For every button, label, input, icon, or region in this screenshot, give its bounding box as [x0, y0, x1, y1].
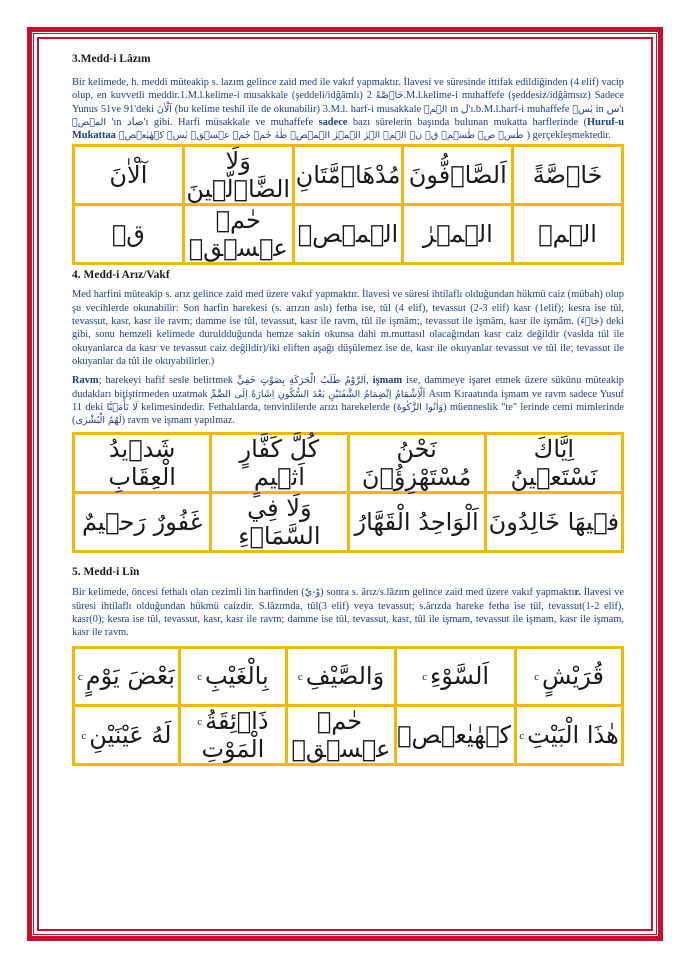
text-run: Bir kelimede, h. meddi müteakip s. lazım gelince zaid med ile vakıf yapmaktır. İlavesi ve süresinde ittifak edildiğinden (4 elif) vacip olup, en kuvvetli meddir.1.M.l.kelime-i musakkale (şeddeli/idğâmlı) [72, 77, 624, 102]
table-row [74, 647, 623, 705]
table-row [74, 434, 623, 493]
text-run: İlavesi ve süresi ihtilaflı olduğundan hükmü caizdir. S.lâzımda, tûl(3 elif) veya tevassut; s.ârızda hareke fetha ise tûl, tevassut(1-2 elif), kasr(0); kesra ise tûl, tevassut, kasr, kasr ile ravm; damme ise tûl, tevassut, kasr, tûl ile işmam, tevassut ile işmam, kasr ile işmam, kasr ile ravm. [72, 587, 624, 639]
table-row [74, 705, 623, 764]
text-run: kelimesindedir. Fethalılarda, tenvinlilerde arızı harekelerde ( [137, 401, 397, 413]
cell-text: قُرَيْشٍ [541, 662, 604, 691]
text-run: (bu kelime teshil ile de okunabilir) 3.M.l. harf-i musakkale [171, 103, 424, 115]
text-run: ın ل'ı.b.M.l.harf-i muhaffefe [447, 103, 573, 115]
table-cell: كُلَّ كَفَّارٍ اَث۪يمٍ [211, 434, 348, 493]
cell-tag: c [197, 715, 203, 728]
text-run: Asım Kıraatında işmam ve ravm sadece Yusuf 11 deki [72, 388, 625, 413]
cell-text: لَهُ عَيْنَيْنِ [89, 720, 172, 749]
cell-tag: c [81, 729, 87, 742]
cell-tag: c [534, 671, 539, 684]
cell-tag: c [297, 671, 303, 684]
arabic-example: يٰسۤ [572, 103, 593, 115]
text-run: ) ravm ve işmam yapılmaz. [121, 415, 236, 427]
cell-text: حٰمۤ عۤسۤقۤ [291, 706, 391, 763]
examples-table-medd-i-lazim [72, 144, 624, 265]
text-run: , [366, 375, 373, 387]
cell-tag: c [77, 671, 83, 684]
text-run: in س'ı [592, 103, 625, 115]
arabic-example: جَاۤءَ [580, 316, 600, 328]
section-paragraph-ravm-ismam [72, 374, 624, 427]
arabic-example: اَلْاِشْمَامُ اِنْضِمَامُ الشَّفَتَيْنِ بَعْدَ السُّكُونِ اِشَارَةً اِلَى الضَّمِّ [210, 388, 426, 400]
table-cell [179, 647, 286, 705]
section-heading-medd-i-lazim: 3.Medd-i Lâzım [72, 53, 151, 65]
text-run: Med harfini müteakip s. arız gelince zaid med üzere vakıf yapmaktır. İlavesi ve süresi ihtilaflı olduğundan hükmü caiz (mübah) olup şu vecihlerde okunabilir: Son harfin harekesi (s. arızın aslı) fetha ise, tûl (4 elif), tevassut (2-3 elif) kasr (1elif); kesra ise tûl, tevassut, kasr, kasr ile ravm; damme ise tûl, tevassut, kasr ile ravm, tûl ile işmâm;, tevassut ile işmâm, kasr ile işmâm. ( [72, 289, 624, 328]
bold-text: işmam [372, 375, 403, 387]
arabic-example: الۤمۤ [423, 103, 448, 115]
bold-text: sadece [318, 116, 348, 128]
bold-text: Huruf-u Mukattaa [72, 116, 624, 142]
table-row [74, 146, 623, 205]
table-cell: مُدْهَاۤمَّتَانِ [293, 146, 403, 205]
text-run: 2.M.l.kelime-i muhaffefe (şeddesiz/idğâmsız) Sadece Yunus 51ve 91'deki [72, 90, 625, 115]
cell-text: بَعْضَ يَوْمٍ [85, 662, 175, 691]
arabic-example: اَلرَّوْمُ طَلَبُ الْحَرَكَةِ بِصَوْتٍ خَفِيٍّ [237, 375, 367, 387]
table-cell: ف۪يهَا خَالِدُونَ [485, 493, 622, 552]
cell-text: هٰذَا الْبَيْتِ [527, 720, 619, 749]
table-row [74, 205, 623, 264]
arabic-example: وَاٰتُوا الزَّكٰوةَ [396, 401, 444, 413]
cell-tag: c [197, 671, 202, 684]
section-paragraph-medd-i-ariz [72, 288, 624, 368]
table-cell: آلْاٰنَ [74, 146, 184, 205]
text-run: ) gerçekleşmektedir. [526, 130, 611, 142]
arabic-example: خَاۤصَّةً [375, 90, 404, 102]
examples-table-medd-i-ariz [72, 432, 624, 553]
section-heading-medd-i-ariz: 4. Medd-i Arız/Vakf [72, 269, 170, 282]
arabic-example: طٰسۤ صۤ طٰسۤمۤ قۤ نۤ الۤمۤ الۤرٰ الۤمۤرٰ الۤمۤصۤ طٰهٰ حٰمۤ حٰمۤ عۤسۤقۤ يٰسۤ كۤهٰيٰعۤصۤ [115, 130, 527, 142]
text-run: ise, dammeye işaret etmek üzere sükûnu müteakip dudakları bitiştirmeden uzatmak [72, 375, 624, 400]
table-cell [74, 647, 180, 705]
table-cell: اَلصَّاۤفُّونَ [403, 146, 513, 205]
section-paragraph-medd-i-lazim [72, 76, 624, 142]
cell-text: وَالصَّيْفِ [305, 662, 385, 691]
arabic-example: المۤصۤ [72, 116, 107, 128]
cell-text: ذَاۤئِقَةُ الْمَوْتِ [201, 706, 269, 763]
table-cell: حٰمۤ عۤسۤقۤ [183, 205, 293, 264]
table-cell: غَفُورٌ رَح۪يمٌ [74, 493, 211, 552]
cell-text: بِالْغَيْبِ [204, 662, 269, 691]
cell-tag: c [519, 729, 525, 742]
table-cell [286, 647, 395, 705]
table-cell: اَلْوَاحِدُ الْقَهَّارُ [348, 493, 485, 552]
table-cell [74, 705, 180, 764]
arabic-example: لَا تَأْمَ۫نَّا [106, 401, 138, 413]
text-run: 'ın صاد'ı gibi. Harfi müsakkale ve muhaffefe [106, 116, 319, 128]
section-heading-medd-i-lin: 5. Medd-i Lîn [72, 566, 140, 579]
cell-text: اَلسَّوْءِ [429, 662, 490, 691]
arabic-example: وْ-يْ [304, 587, 321, 599]
table-cell: وَلَا الضَّاۤلّ۪ينَ [183, 146, 293, 205]
text-run: ) sonra s. ârız/s.lâzım gelince zaid med üzere vakıf yapmaktı [320, 587, 575, 599]
table-row [74, 493, 623, 552]
table-cell: وَلَا فِي السَّمَاۤءِ [211, 493, 348, 552]
text-run: Bir kelimede, öncesi fethalı olan cezimli lin harfinden ( [72, 587, 305, 599]
text-run: ; harekeyi hafif sesle belirtmek [98, 375, 238, 387]
cell-text: كۤهٰيٰعۤصۤ [397, 720, 512, 749]
table-cell: اِيَّاكَ نَسْتَع۪ينُ [485, 434, 622, 493]
table-cell [179, 705, 286, 764]
table-cell [396, 705, 516, 764]
table-cell: شَد۪يدُ الْعِقَابِ [74, 434, 211, 493]
text-run: bazı sûrelerin başında bulunan mukatta harflerinde ( [347, 116, 588, 128]
table-cell [516, 705, 623, 764]
table-cell: قۤ [74, 205, 184, 264]
table-cell [286, 705, 395, 764]
table-cell: خَاۤصَّةً [513, 146, 623, 205]
section-paragraph-medd-i-lin [72, 586, 624, 639]
bold-text: Ravm [72, 375, 99, 387]
table-cell [516, 647, 623, 705]
bold-text: r. [574, 587, 581, 599]
table-cell: نَحْنُ مُسْتَهْزِؤُ۫نَ [348, 434, 485, 493]
arabic-example: آلْاٰنَ [156, 103, 172, 115]
table-cell: الۤمۤصۤ [293, 205, 403, 264]
table-cell [396, 647, 516, 705]
text-run: ) müenneslik "te" lerinde cemi mimlerinde ( [72, 401, 625, 427]
arabic-example: لَهُمُ الْبُشْرٰى [75, 415, 122, 427]
document-page [72, 52, 624, 766]
text-run: ) deki gibi, sonu hemzeli kelimede duruldduğunda hemze sakin okunsa dahi m.muttasıl olacağından kasr caiz değildir (vaslda tûl ile okuyanlarca da kasr ve tevassut caiz değildir)/iki eliften aşağı düşülemez ise de, kasr ile okuyanlar tevassut ve tûl ile; tevassut ile okuyanlar da tûl ile okuyabilirler.) [72, 316, 624, 367]
examples-table-medd-i-lin [72, 646, 624, 766]
cell-tag: c [422, 671, 427, 684]
table-cell: الۤمۤ [513, 205, 623, 264]
table-cell: الۤمۤرٰ [403, 205, 513, 264]
